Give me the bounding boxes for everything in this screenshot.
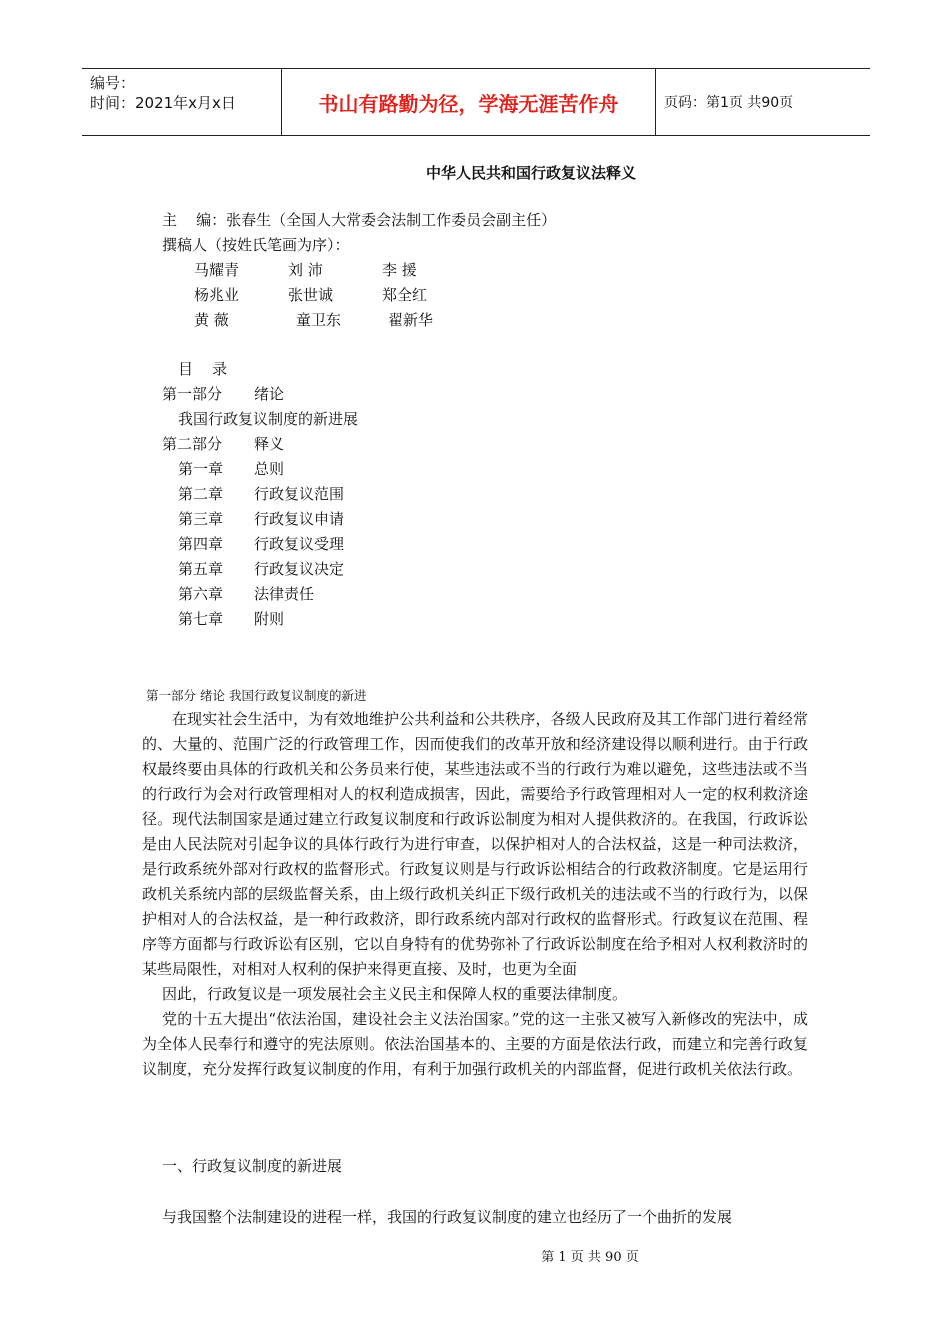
- toc-chapter-number: 第五章: [178, 560, 224, 578]
- page-footer: 第 1 页 共 90 页: [541, 1250, 639, 1265]
- toc-part: [162, 434, 284, 454]
- code-label: 编号：: [90, 74, 136, 92]
- toc-part-subtitle: 我国行政复议制度的新进展: [178, 410, 359, 428]
- paragraph: 因此，行政复议是一项发展社会主义民主和保障人权的重要法律制度。: [162, 985, 628, 1003]
- body-text: [142, 707, 808, 1082]
- paragraph: 党的十五大提出“依法治国，建设社会主义法治国家。”党的这一主张又被写入新修改的宪法中，成为全体人民奉行和遵守的宪法原则。依法治国基本的、主要的方面是依法行政，而建立和完善行政复议制度，充分发挥行政复议制度的作用，有利于加强行政机关的内部监督，促进行政机关依法行政。: [142, 1010, 808, 1078]
- section-heading: 一、行政复议制度的新进展: [162, 1157, 343, 1175]
- toc-chapter-number: 第六章: [178, 585, 224, 603]
- authors-row: [194, 260, 417, 280]
- author-name: 黄 薇: [194, 311, 229, 329]
- author-name: 郑全红: [382, 286, 428, 304]
- header-left-cell: [82, 69, 282, 135]
- toc-chapter: [178, 584, 314, 604]
- toc-chapter-name: 总则: [254, 460, 285, 478]
- authors-row: [194, 310, 433, 330]
- page-info: 页码：第1页 共90页: [664, 95, 794, 111]
- author-name: 李 援: [382, 261, 417, 279]
- toc-chapter: [178, 534, 344, 554]
- paragraph: 在现实社会生活中，为有效地维护公共利益和公共秩序，各级人民政府及其工作部门进行着经常的、大量的、范围广泛的行政管理工作，因而使我们的改革开放和经济建设得以顺利进行。由于行政权最终要由具体的行政机关和公务员来行使，某些违法或不当的行政行为难以避免，这些违法或不当的行政行为会对行政管理相对人的权利造成损害，因此，需要给予行政管理相对人一定的权利救济途径。现代法制国家是通过建立行政复议制度和行政诉讼制度为相对人提供救济的。在我国，行政诉讼是由人民法院对引起争议的具体行政行为进行审查，以保护相对人的合法权益，这是一种司法救济，是行政系统外部对行政权的监督形式。行政复议则是与行政诉讼相结合的行政救济制度。它是运用行政机关系统内部的层级监督关系，由上级行政机关纠正下级行政机关的违法或不当的行政行为，以保护相对人的合法权益，是一种行政救济，即行政系统内部对行政权的监督形式。行政复议在范围、程序等方面都与行政诉讼有区别，它以自身特有的优势弥补了行政诉讼制度在给予相对人权利救济时的某些局限性，对相对人权利的保护来得更直接、及时，也更为全面: [142, 710, 808, 978]
- toc-chapter-number: 第四章: [178, 535, 224, 553]
- toc-chapter-name: 行政复议范围: [254, 485, 345, 503]
- toc-chapter: [178, 509, 344, 529]
- paragraph: 与我国整个法制建设的进程一样，我国的行政复议制度的建立也经历了一个曲折的发展: [162, 1208, 733, 1226]
- toc-part-number: 第二部分: [162, 435, 223, 453]
- author-name: 马耀青: [194, 261, 240, 279]
- header-table: [82, 68, 870, 136]
- toc-part-name: 释义: [254, 435, 285, 453]
- toc-chapter: [178, 609, 284, 629]
- toc-chapter-name: 法律责任: [254, 585, 315, 603]
- toc-chapter-number: 第二章: [178, 485, 224, 503]
- authors-label: 撰稿人（按姓氏笔画为序）：: [162, 236, 350, 254]
- toc-chapter-number: 第一章: [178, 460, 224, 478]
- toc-part: [162, 384, 284, 404]
- toc-chapter: [178, 559, 344, 579]
- date-label: 时间：2021年x月x日: [90, 94, 236, 112]
- toc-chapter-name: 行政复议决定: [254, 560, 345, 578]
- authors-row: [194, 285, 427, 305]
- section-title: 第一部分 绪论 我国行政复议制度的新进: [146, 688, 367, 703]
- toc-chapter-number: 第七章: [178, 610, 224, 628]
- toc-chapter: [178, 484, 344, 504]
- author-name: 张世诚: [288, 286, 334, 304]
- editor-line: 主 编：张春生（全国人大常委会法制工作委员会副主任）: [162, 211, 557, 229]
- toc-chapter-name: 行政复议受理: [254, 535, 345, 553]
- toc-chapter-name: 行政复议申请: [254, 510, 345, 528]
- body-text: [162, 1205, 808, 1230]
- author-name: 杨兆业: [194, 286, 240, 304]
- toc-part-name: 绪论: [254, 385, 285, 403]
- toc-heading: 目 录: [178, 360, 228, 378]
- author-name: 童卫东: [296, 311, 342, 329]
- toc-chapter-number: 第三章: [178, 510, 224, 528]
- author-name: 刘 沛: [288, 261, 323, 279]
- toc-chapter-name: 附则: [254, 610, 285, 628]
- author-name: 翟新华: [388, 311, 434, 329]
- motto: 书山有路勤为径，学海无涯苦作舟: [282, 69, 656, 135]
- toc-part-number: 第一部分: [162, 385, 223, 403]
- toc-chapter: [178, 459, 284, 479]
- document-title: 中华人民共和国行政复议法释义: [425, 164, 636, 182]
